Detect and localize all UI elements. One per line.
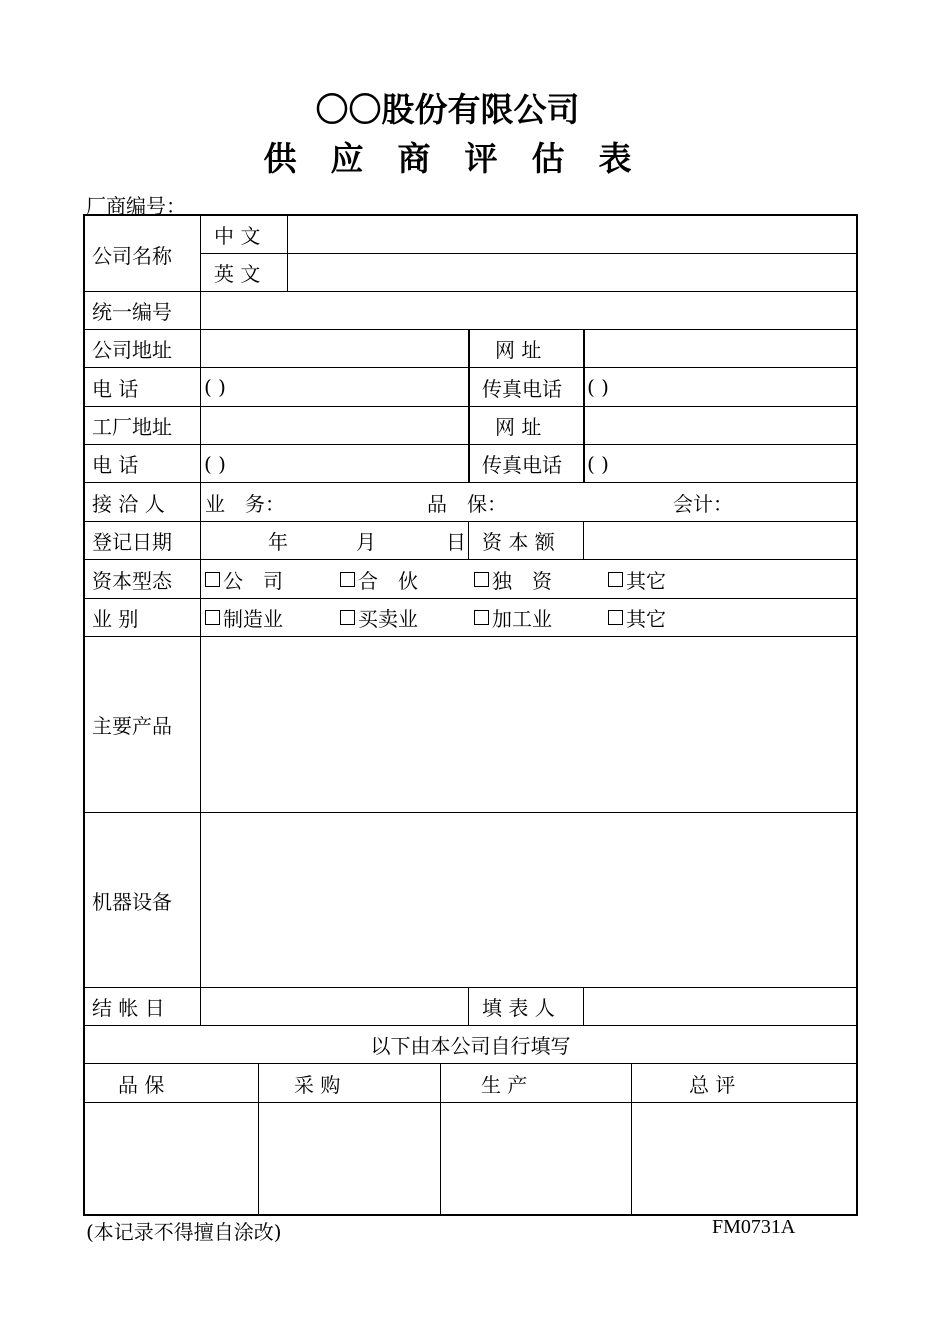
evaluation-header-overall: 总 评 [689,1072,736,1097]
contact-qa-label[interactable]: 品 保： [427,491,507,516]
checkbox-icon [474,572,489,587]
unified-number-field[interactable] [202,292,855,329]
company-title: 〇〇股份有限公司 [315,90,580,129]
checkbox-icon [340,610,355,625]
english-name-label: 英 文 [214,262,261,286]
factory-address-label: 工厂地址 [92,415,172,439]
internal-section-heading: 以下由本公司自行填写 [370,1034,571,1058]
checkbox-label: 合 伙 [358,568,418,593]
filled-by-field[interactable] [586,988,855,1025]
checkbox-label: 加工业 [492,607,552,631]
business-type-manufacturing-checkbox[interactable] [205,599,283,636]
column-divider [440,1064,441,1215]
company-address-field[interactable] [202,330,467,367]
capital-type-other-checkbox[interactable] [608,560,666,598]
factory-fax-field[interactable]: ( ) [587,451,609,476]
factory-phone-field[interactable]: ( ) [204,451,226,476]
company-phone-field[interactable]: ( ) [204,375,226,399]
company-fax-label: 传真电话 [482,376,562,401]
machines-field[interactable] [202,813,855,987]
evaluation-production-field[interactable] [442,1103,630,1214]
column-divider [468,521,469,560]
business-type-label: 业 别 [92,607,139,631]
machines-label: 机器设备 [92,889,172,914]
business-type-processing-checkbox[interactable] [474,599,552,636]
checkbox-icon [608,610,623,625]
checkbox-label: 公 司 [223,568,283,593]
checkbox-icon [474,610,489,625]
capital-type-partnership-checkbox[interactable] [340,560,418,598]
capital-amount-field[interactable] [586,522,855,559]
capital-type-company-checkbox[interactable] [205,560,283,598]
checkbox-label: 独 资 [492,568,552,593]
company-phone-label: 电 话 [92,376,139,401]
evaluation-qa-field[interactable] [85,1103,257,1214]
factory-website-label: 网 址 [495,415,542,439]
business-type-trading-checkbox[interactable] [340,599,418,636]
checkbox-label: 买卖业 [358,607,418,631]
evaluation-purchasing-field[interactable] [260,1103,439,1214]
filled-by-label: 填 表 人 [482,996,555,1020]
contact-accounting-label[interactable]: 会计： [673,491,733,516]
checkbox-icon [205,610,220,625]
column-divider [258,1064,259,1215]
business-type-other-checkbox[interactable] [608,599,666,636]
column-divider [583,330,585,483]
company-website-field[interactable] [586,330,855,367]
company-website-label: 网 址 [495,338,542,362]
capital-amount-label: 资 本 额 [482,530,555,554]
settlement-day-field[interactable] [202,988,467,1025]
column-divider [631,1064,632,1215]
evaluation-header-production: 生 产 [481,1072,528,1097]
checkbox-label: 制造业 [223,607,283,631]
date-month-label: 月 [356,530,376,554]
company-name-label: 公司名称 [92,243,172,268]
chinese-name-field[interactable] [289,216,855,253]
column-divider [583,988,584,1026]
date-year-label: 年 [268,530,288,554]
evaluation-header-purchasing: 采 购 [294,1072,341,1097]
date-day-label: 日 [446,530,466,554]
chinese-name-label: 中 文 [214,224,261,248]
column-divider [287,216,288,292]
column-divider [468,330,470,483]
column-divider [583,521,584,560]
checkbox-icon [340,572,355,587]
checkbox-icon [205,572,220,587]
factory-website-field[interactable] [586,407,855,444]
company-address-label: 公司地址 [92,338,172,362]
main-products-label: 主要产品 [92,714,172,738]
checkbox-icon [608,572,623,587]
column-divider [200,216,201,1026]
form-title: 供应商评估表 [263,139,666,178]
english-name-field[interactable] [289,254,855,291]
capital-type-sole-checkbox[interactable] [474,560,552,598]
unified-number-label: 统一编号 [92,300,172,324]
main-products-field[interactable] [202,637,855,812]
evaluation-overall-field[interactable] [633,1103,856,1214]
evaluation-header-qa: 品 保 [118,1072,165,1097]
footer-note: (本记录不得擅自涂改) [86,1220,282,1244]
column-divider [468,988,469,1026]
checkbox-label: 其它 [626,607,666,631]
checkbox-label: 其它 [626,568,666,593]
factory-phone-label: 电 话 [92,453,139,477]
settlement-day-label: 结 帐 日 [92,996,165,1020]
register-date-label: 登记日期 [92,530,172,554]
company-fax-field[interactable]: ( ) [587,375,609,399]
contact-business-label[interactable]: 业 务： [205,491,285,516]
contact-person-label: 接 洽 人 [92,491,165,516]
factory-address-field[interactable] [202,407,467,444]
form-code: FM0731A [712,1216,796,1238]
capital-type-label: 资本型态 [92,568,172,593]
factory-fax-label: 传真电话 [482,453,562,477]
vendor-number-label: 厂商编号： [86,194,186,218]
